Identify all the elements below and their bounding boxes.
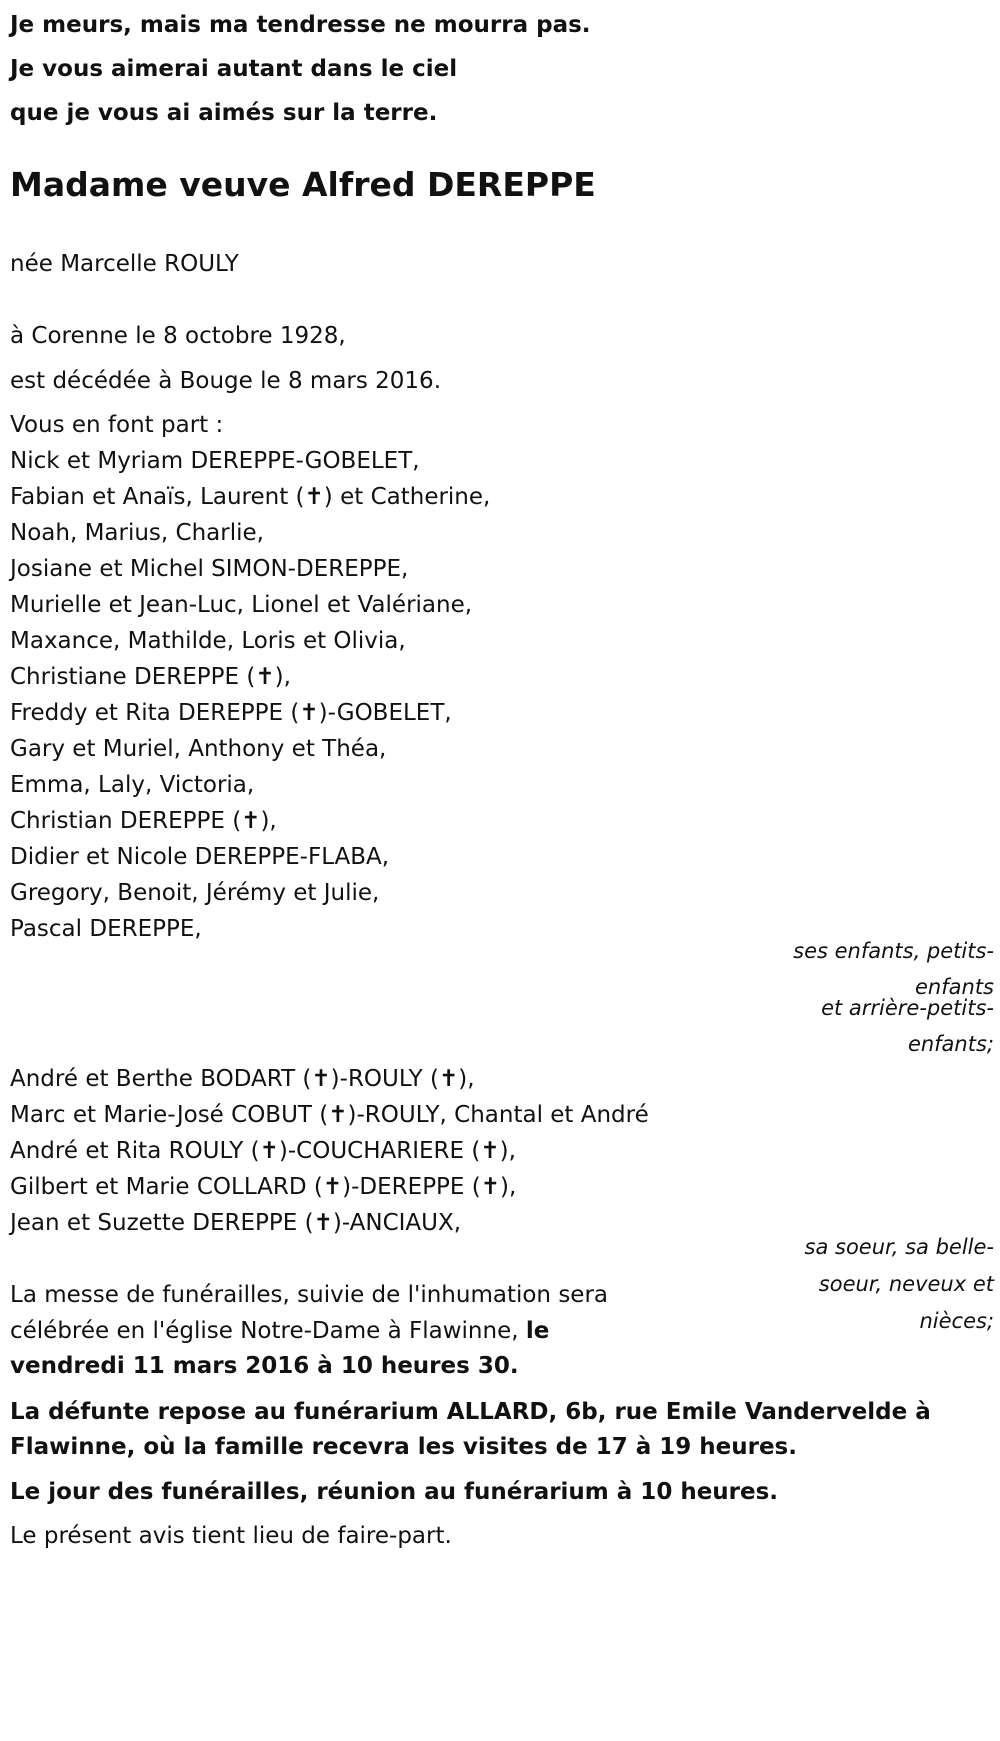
family-line: Christiane DEREPPE (✝), [10,664,291,690]
verse-line-1: Je meurs, mais ma tendresse ne mourra pas. [10,12,591,38]
relation-grandchildren: et arrière-petits-enfants; [821,996,994,1056]
repose-line-1: La défunte repose au funérarium ALLARD, 6b, rue Emile Vandervelde à [10,1399,931,1425]
birth-info: à Corenne le 8 octobre 1928, [10,323,346,349]
mass-line-1: La messe de funérailles, suivie de l'inhumation sera [10,1282,608,1308]
sibling-line: Jean et Suzette DEREPPE (✝)-ANCIAUX, [10,1210,462,1236]
born-name: née Marcelle ROULY [10,251,239,277]
family-line: Pascal DEREPPE, [10,916,202,942]
family-line: Murielle et Jean-Luc, Lionel et Valériane, [10,592,473,618]
repose-line-2: Flawinne, où la famille recevra les visites de 17 à 19 heures. [10,1434,797,1460]
verse-line-2: Je vous aimerai autant dans le ciel [10,56,458,82]
sibling-line: André et Rita ROULY (✝)-COUCHARIERE (✝), [10,1138,516,1164]
meeting-info: Le jour des funérailles, réunion au funérarium à 10 heures. [10,1479,779,1505]
sibling-line: Marc et Marie-José COBUT (✝)-ROULY, Chantal et André [10,1102,649,1128]
family-line: Nick et Myriam DEREPPE-GOBELET, [10,448,420,474]
mass-date: vendredi 11 mars 2016 à 10 heures 30. [10,1353,519,1379]
family-line: Freddy et Rita DEREPPE (✝)-GOBELET, [10,700,452,726]
family-line: Didier et Nicole DEREPPE-FLABA, [10,844,390,870]
sibling-line: André et Berthe BODART (✝)-ROULY (✝), [10,1066,475,1092]
family-line: Maxance, Mathilde, Loris et Olivia, [10,628,406,654]
mass-line-2-bold: le [525,1318,550,1344]
family-line: Christian DEREPPE (✝), [10,808,277,834]
mass-line-2-text: célébrée en l'église Notre-Dame à Flawinne, [10,1318,526,1344]
family-line: Gregory, Benoit, Jérémy et Julie, [10,880,380,906]
mass-line-2 [10,1316,549,1346]
death-info: est décédée à Bouge le 8 mars 2016. [10,368,442,394]
family-line: Fabian et Anaïs, Laurent (✝) et Catherine, [10,484,491,510]
announcement-intro: Vous en font part : [10,412,224,438]
family-line: Noah, Marius, Charlie, [10,520,264,546]
family-line: Emma, Laly, Victoria, [10,772,255,798]
verse-line-3: que je vous ai aimés sur la terre. [10,100,438,126]
family-line: Josiane et Michel SIMON-DEREPPE, [10,556,409,582]
relation-children: ses enfants, petits-enfants [793,939,994,999]
closing-note: Le présent avis tient lieu de faire-part. [10,1523,452,1549]
family-line: Gary et Muriel, Anthony et Théa, [10,736,387,762]
deceased-name: Madame veuve Alfred DEREPPE [10,165,596,204]
relation-siblings: sa soeur, sa belle-soeur, neveux et nièces; [804,1235,994,1333]
sibling-line: Gilbert et Marie COLLARD (✝)-DEREPPE (✝), [10,1174,517,1200]
